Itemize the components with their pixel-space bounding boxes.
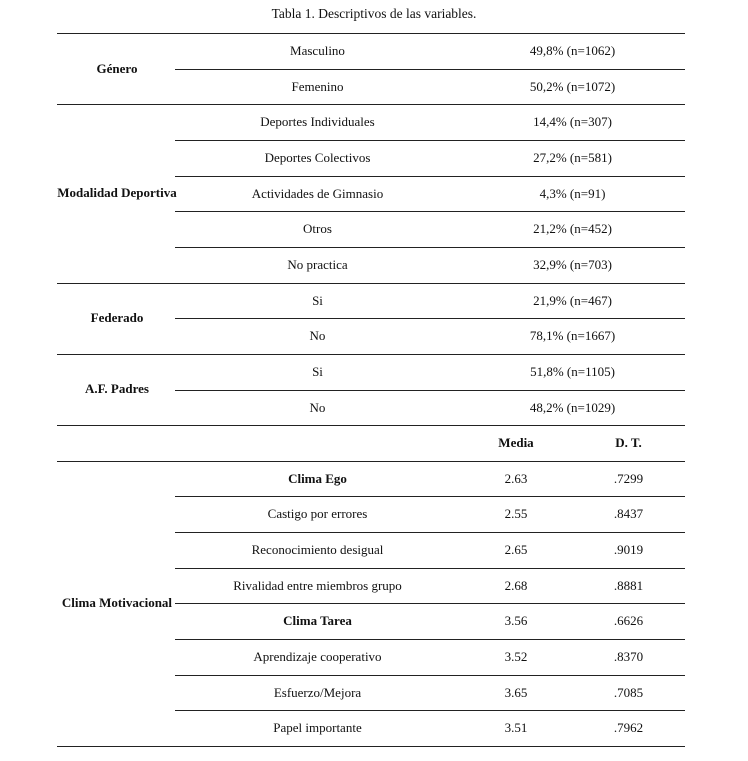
group-label: Modalidad Deportiva — [57, 185, 177, 201]
group-label: A.F. Padres — [85, 381, 149, 397]
row-dt: .7299 — [613, 470, 644, 486]
row-value: 14,4% (n=307) — [533, 114, 612, 130]
row-media: 3.65 — [504, 684, 528, 700]
group-label: Clima Motivacional — [61, 595, 173, 611]
row-category: Deportes Individuales — [260, 114, 375, 130]
row-dt: .7085 — [613, 684, 644, 700]
row-value: 21,9% (n=467) — [533, 292, 612, 308]
row-category: Castigo por errores — [267, 506, 368, 522]
row-category: No — [309, 328, 326, 344]
row-category: Femenino — [291, 78, 344, 94]
row-value: 21,2% (n=452) — [533, 221, 612, 237]
row-category: Deportes Colectivos — [264, 149, 371, 165]
row-category: Si — [312, 363, 323, 379]
header-dt: D. T. — [615, 435, 642, 451]
row-media: 2.68 — [504, 577, 528, 593]
group-label: Federado — [90, 310, 144, 326]
row-dt: .8370 — [613, 649, 644, 665]
row-media: 2.65 — [504, 542, 528, 558]
row-media: 3.52 — [504, 649, 528, 665]
row-value: 51,8% (n=1105) — [530, 363, 615, 379]
row-dt: .6626 — [613, 613, 644, 629]
row-media: 3.51 — [504, 720, 528, 736]
row-media: 2.55 — [504, 506, 528, 522]
row-category: Clima Tarea — [283, 613, 352, 629]
row-category: Clima Ego — [288, 470, 347, 486]
row-category: Otros — [303, 221, 332, 237]
row-category: Rivalidad entre miembros grupo — [233, 577, 402, 593]
table-title: Tabla 1. Descriptivos de las variables. — [271, 6, 477, 21]
row-category: Masculino — [290, 43, 345, 58]
row-media: 2.63 — [504, 470, 528, 486]
row-value: 48,2% (n=1029) — [529, 399, 616, 415]
row-category: Reconocimiento desigual — [251, 542, 384, 558]
row-dt: .9019 — [613, 542, 644, 558]
row-category: Actividades de Gimnasio — [251, 185, 384, 201]
row-dt: .8437 — [613, 506, 644, 522]
row-dt: .7962 — [613, 720, 644, 736]
header-media: Media — [498, 435, 534, 451]
group-label: Género — [96, 60, 138, 76]
row-category: Papel importante — [273, 720, 362, 736]
row-value: 78,1% (n=1667) — [529, 328, 616, 344]
row-value: 49,8% (n=1062) — [529, 43, 616, 58]
row-value: 50,2% (n=1072) — [529, 78, 616, 94]
row-category: Si — [312, 292, 323, 308]
row-divider — [57, 746, 685, 747]
row-category: Aprendizaje cooperativo — [253, 649, 382, 665]
row-value: 32,9% (n=703) — [533, 256, 612, 272]
row-value: 27,2% (n=581) — [533, 149, 612, 165]
row-dt: .8881 — [613, 577, 644, 593]
row-category: Esfuerzo/Mejora — [273, 684, 362, 700]
row-category: No — [309, 399, 326, 415]
row-value: 4,3% (n=91) — [539, 185, 606, 201]
row-category: No practica — [287, 256, 348, 272]
row-media: 3.56 — [504, 613, 528, 629]
